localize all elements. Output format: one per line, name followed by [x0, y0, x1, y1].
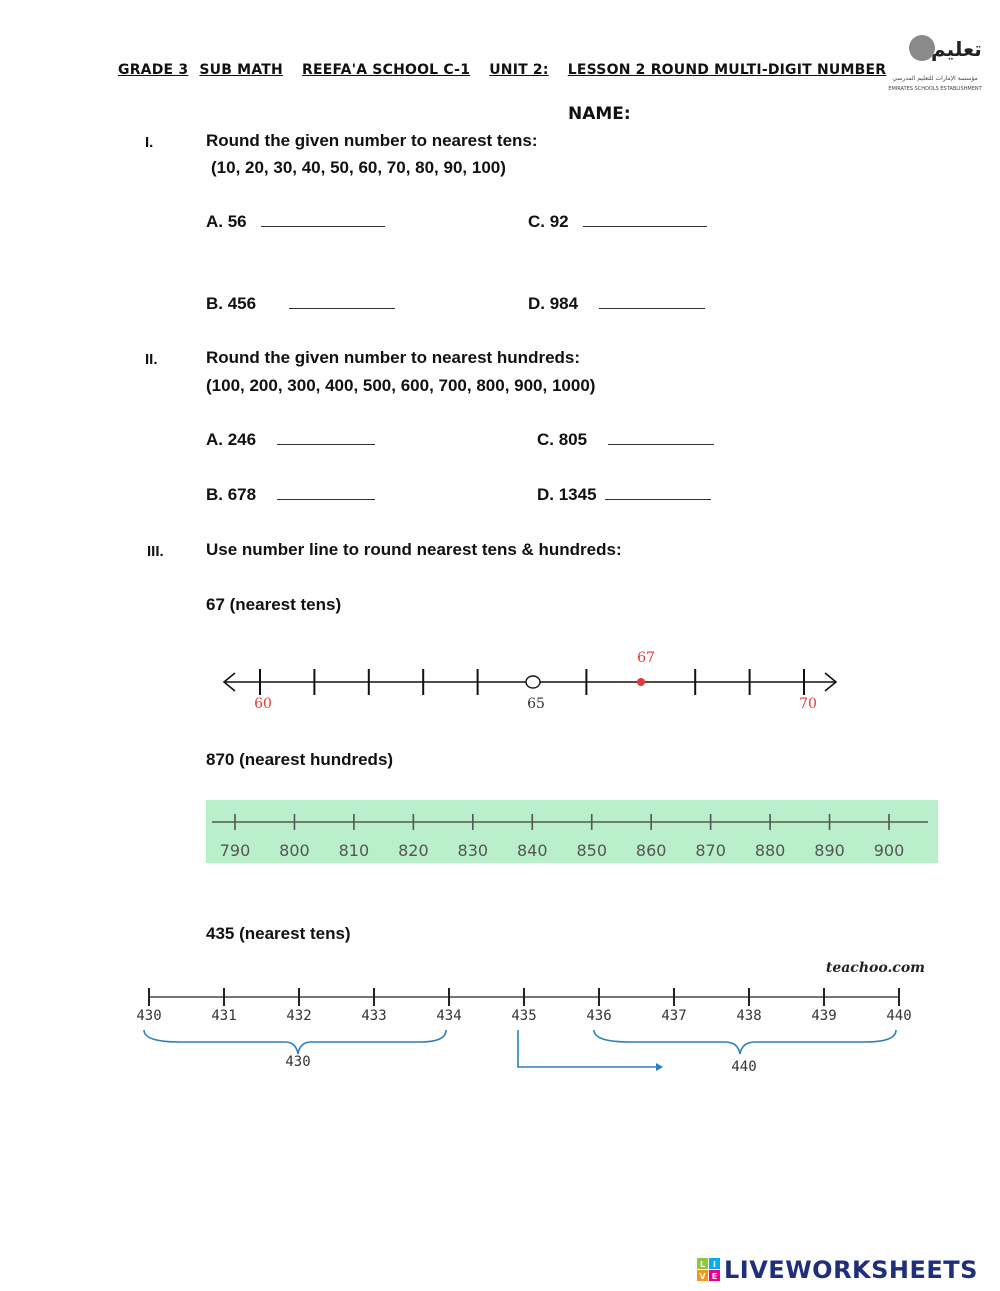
number-line-2-title: 870 (nearest hundreds) [206, 750, 394, 769]
left-brace [144, 1030, 446, 1054]
number-line-3-label: 432 [286, 1008, 312, 1024]
liveworksheets-brand: LIVEWORKSHEETS [724, 1256, 978, 1284]
answer-blank-1c[interactable] [583, 212, 707, 227]
number-line-2 [206, 800, 938, 863]
header-lesson: LESSON 2 ROUND MULTI-DIGIT NUMBER [567, 62, 887, 78]
header-subject: SUB MATH [199, 62, 283, 78]
number-line-2-label: 880 [754, 841, 786, 860]
left-result-label: 430 [285, 1054, 311, 1070]
number-line-2-label: 840 [516, 841, 548, 860]
school-logo [888, 30, 982, 110]
question-2d [537, 485, 711, 505]
number-line-3-label: 440 [886, 1008, 912, 1024]
number-line-2-label: 850 [576, 841, 608, 860]
logo-org-ar: مؤسسة الإمارات للتعليم المدرسي [892, 75, 978, 82]
teachoo-watermark: teachoo.com [825, 960, 925, 976]
number-line-2-label: 890 [814, 841, 845, 860]
number-line-3-label: 438 [736, 1008, 762, 1024]
number-line-2-label: 860 [635, 841, 667, 860]
number-line-2-label: 810 [338, 841, 370, 860]
number-line-2-label: 900 [873, 841, 905, 860]
number-line-2-label: 830 [457, 841, 489, 860]
worksheet-header [118, 62, 900, 78]
question-2d-label: D. 1345 [537, 485, 597, 504]
answer-blank-1d[interactable] [599, 294, 705, 309]
header-school: REEFA'A SCHOOL C-1 [302, 62, 471, 78]
question-1d-label: D. 984 [528, 294, 579, 313]
number-line-3-label: 439 [811, 1008, 837, 1024]
number-line-3-title: 435 (nearest tens) [206, 924, 351, 943]
answer-blank-2a[interactable] [277, 430, 375, 445]
section-3-numeral: III. [147, 543, 164, 560]
section-2-options: (100, 200, 300, 400, 500, 600, 700, 800, 900, 1000) [206, 376, 596, 395]
section-2-question: Round the given number to nearest hundreds: [206, 348, 581, 367]
svg-text:V: V [699, 1272, 706, 1281]
question-2a [206, 430, 375, 450]
question-1b [206, 294, 395, 314]
question-1a [206, 212, 385, 232]
liveworksheets-badge-icon [697, 1258, 721, 1282]
number-line-3-label: 437 [661, 1008, 687, 1024]
header-grade: GRADE 3 [118, 62, 189, 78]
liveworksheets-logo [697, 1256, 978, 1284]
svg-text:E: E [711, 1272, 718, 1281]
name-label: NAME: [568, 104, 631, 124]
section-1-numeral: I. [145, 134, 154, 151]
section-3-question: Use number line to round nearest tens & hundreds: [206, 540, 622, 559]
number-line-2-label: 790 [219, 841, 251, 860]
question-2a-label: A. 246 [206, 430, 257, 449]
question-2c [537, 430, 714, 450]
answer-blank-2d[interactable] [605, 485, 711, 500]
number-line-3-label: 430 [136, 1008, 162, 1024]
header-unit: UNIT 2: [489, 62, 549, 78]
number-line-3-label: 436 [586, 1008, 612, 1024]
svg-text:I: I [713, 1260, 716, 1269]
question-1c [528, 212, 707, 232]
right-result-label: 440 [731, 1059, 757, 1075]
number-line-3-label: 434 [436, 1008, 462, 1024]
number-line-1-marker-label: 67 [637, 650, 655, 666]
midpoint-circle [526, 676, 540, 688]
number-line-2-label: 800 [279, 841, 310, 860]
right-brace [594, 1030, 896, 1054]
question-1b-label: B. 456 [206, 294, 257, 313]
question-2b-label: B. 678 [206, 485, 257, 504]
question-1a-label: A. 56 [206, 212, 247, 231]
number-line-1-start-label: 60 [254, 696, 272, 712]
section-1-options: (10, 20, 30, 40, 50, 60, 70, 80, 90, 100) [211, 158, 506, 177]
question-1c-label: C. 92 [528, 212, 569, 231]
number-line-3 [120, 950, 940, 1085]
marker-67-dot [637, 678, 645, 686]
answer-blank-1a[interactable] [261, 212, 385, 227]
answer-blank-1b[interactable] [289, 294, 395, 309]
section-1-question: Round the given number to nearest tens: [206, 131, 538, 150]
number-line-1-title: 67 (nearest tens) [206, 595, 342, 614]
logo-arabic-text: تعليم [931, 37, 982, 61]
number-line-3-label: 433 [361, 1008, 387, 1024]
question-2c-label: C. 805 [537, 430, 588, 449]
svg-text:L: L [699, 1260, 706, 1269]
midpoint-pointer-arrowhead [656, 1063, 663, 1071]
midpoint-pointer-line [518, 1030, 656, 1067]
number-line-1-mid-label: 65 [527, 696, 545, 712]
number-line-1-end-label: 70 [799, 696, 817, 712]
question-2b [206, 485, 375, 505]
number-line-3-label: 431 [211, 1008, 237, 1024]
question-1d [528, 294, 705, 314]
answer-blank-2b[interactable] [277, 485, 375, 500]
number-line-2-label: 870 [695, 841, 726, 860]
logo-org-en: EMIRATES SCHOOLS ESTABLISHMENT [888, 86, 982, 92]
answer-blank-2c[interactable] [608, 430, 714, 445]
number-line-2-label: 820 [398, 841, 429, 860]
number-line-1 [215, 640, 855, 720]
number-line-3-label: 435 [511, 1008, 537, 1024]
section-2-numeral: II. [145, 351, 158, 368]
